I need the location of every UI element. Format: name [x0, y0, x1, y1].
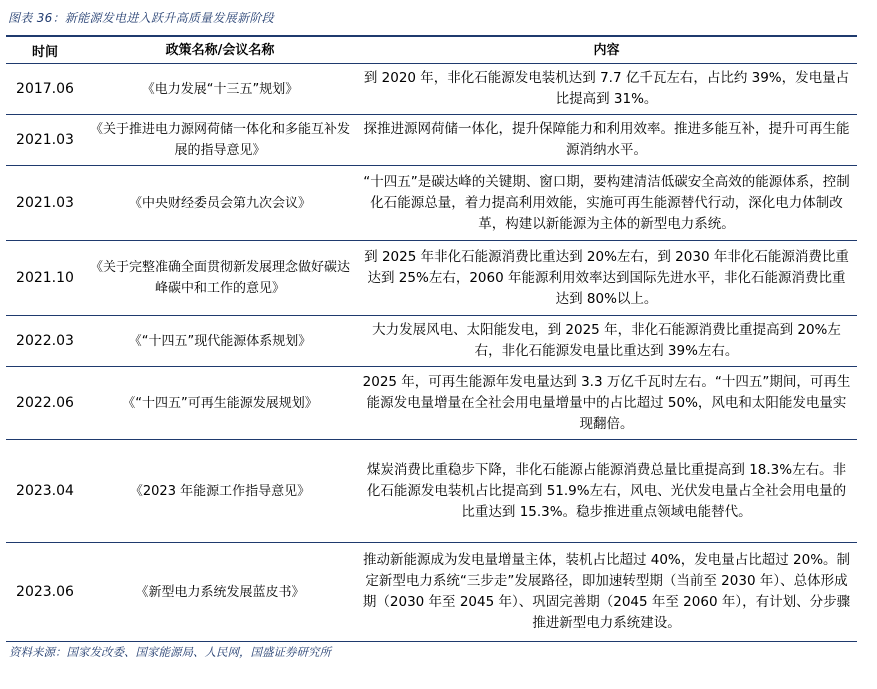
row-time: 2021.03: [16, 195, 74, 211]
row-content: “十四五”是碳达峰的关键期、窗口期，要构建清洁低碳安全高效的能源体系，控制化石能源总量，着力提高利用效能，实施可再生能源替代行动，深化电力体制改革，构建以新能源为主体的新型电力系统。: [363, 173, 850, 232]
row-policy: 《中央财经委员会第九次会议》: [128, 195, 311, 211]
row-policy: 《2023 年能源工作指导意见》: [129, 483, 311, 499]
row-content: 到 2020 年，非化石能源发电装机达到 7.7 亿千瓦左右，占比约 39%，发电量占比提高到 31%。: [363, 70, 850, 107]
row-policy: 《电力发展“十三五”规划》: [141, 81, 299, 97]
table-row: [6, 316, 857, 367]
row-policy: 《“十四五”现代能源体系规划》: [128, 333, 312, 349]
figure-title: 图表 36：新能源发电进入跃升高质量发展新阶段: [8, 11, 274, 25]
table-row: [6, 166, 857, 241]
row-content: 到 2025 年非化石能源消费比重达到 20%左右，到 2030 年非化石能源消费比重达到 25%左右，2060 年能源利用效率达到国际先进水平，非化石能源消费比重达到 80%以上。: [364, 248, 849, 307]
row-time: 2021.03: [16, 132, 74, 148]
row-policy: 《关于推进电力源网荷储一体化和多能互补发展的指导意见》: [90, 122, 351, 158]
table-header-row: [6, 37, 857, 64]
row-time: 2022.03: [16, 333, 74, 349]
table-row: [6, 241, 857, 316]
row-content: 大力发展风电、太阳能发电，到 2025 年，非化石能源消费比重提高到 20%左右，非化石能源发电量比重达到 39%左右。: [372, 322, 841, 359]
table-row: [6, 115, 857, 166]
row-time: 2023.04: [16, 483, 74, 499]
row-content: 推动新能源成为发电量增量主体，装机占比超过 40%，发电量占比超过 20%。制定新型电力系统“三步走”发展路径，即加速转型期（当前至 2030 年）、总体形成期（2030 年至 2045 年）、巩固完善期（2045 年至 2060 年），有计划、分步骤推进新型电力系统建设。: [362, 552, 851, 631]
row-time: 2023.06: [16, 584, 74, 600]
row-time: 2022.06: [16, 395, 74, 411]
table-row: [6, 440, 857, 543]
row-policy: 《“十四五”可再生能源发展规划》: [122, 395, 318, 411]
row-content: 煤炭消费比重稳步下降，非化石能源占能源消费总量比重提高到 18.3%左右。非化石能源发电装机占比提高到 51.9%左右，风电、光伏发电量占全社会用电量的比重达到 15.3%。稳步推进重点领域电能替代。: [366, 461, 847, 520]
row-content: 探推进源网荷储一体化，提升保障能力和利用效率。推进多能互补，提升可再生能源消纳水平。: [363, 121, 850, 158]
row-content: 2025 年，可再生能源年发电量达到 3.3 万亿千瓦时左右。“十四五”期间，可再生能源发电量增量在全社会用电量增量中的占比超过 50%，风电和太阳能发电量实现翻倍。: [362, 373, 851, 432]
source-note: 资料来源：国家发改委、国家能源局、人民网，国盛证券研究所: [9, 645, 331, 659]
row-policy: 《新型电力系统发展蓝皮书》: [135, 584, 305, 600]
table-row: [6, 64, 857, 115]
header-content: 内容: [593, 42, 620, 58]
row-time: 2017.06: [16, 81, 74, 97]
header-policy: 政策名称/会议名称: [165, 42, 275, 58]
header-time: 时间: [31, 44, 58, 60]
table-row: [6, 543, 857, 642]
policy-table: [6, 35, 857, 642]
row-policy: 《关于完整准确全面贯彻新发展理念做好碳达峰碳中和工作的意见》: [90, 260, 351, 296]
row-time: 2021.10: [16, 270, 74, 286]
table-row: [6, 367, 857, 440]
